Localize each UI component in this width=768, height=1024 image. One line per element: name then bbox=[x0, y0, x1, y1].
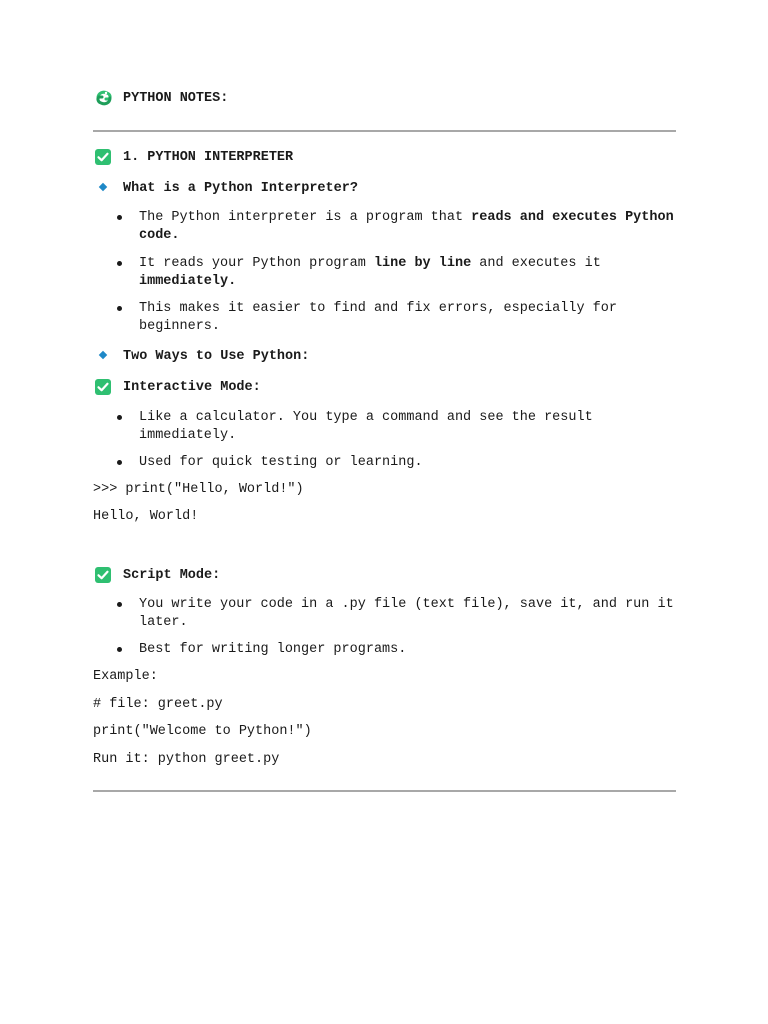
bullet-icon bbox=[117, 647, 122, 652]
bullet-icon bbox=[117, 602, 122, 607]
section-title: 1. PYTHON INTERPRETER bbox=[123, 150, 294, 165]
code-line: >>> print("Hello, World!") bbox=[93, 482, 304, 497]
code-line: print("Welcome to Python!") bbox=[93, 724, 312, 739]
list-item: Used for quick testing or learning. bbox=[139, 455, 423, 470]
list-item: You write your code in a .py file (text file), save it, and run it later. bbox=[139, 597, 674, 630]
bullet-icon bbox=[117, 415, 122, 420]
diamond-bullet-icon bbox=[99, 351, 107, 359]
bullet-icon bbox=[117, 460, 122, 465]
subheading-script: Script Mode: bbox=[123, 568, 221, 583]
diamond-bullet-icon bbox=[99, 183, 107, 191]
bullet-icon bbox=[117, 306, 122, 311]
subheading-interactive: Interactive Mode: bbox=[123, 380, 261, 395]
list-item: It reads your Python program line by line and executes it immediately. bbox=[139, 256, 601, 289]
snake-logo-icon bbox=[94, 88, 114, 108]
subheading-what: What is a Python Interpreter? bbox=[123, 181, 358, 196]
checkmark-icon bbox=[95, 567, 111, 583]
list-item: Like a calculator. You type a command and see the result immediately. bbox=[139, 410, 593, 443]
checkmark-icon bbox=[95, 149, 111, 165]
bullet-icon bbox=[117, 261, 122, 266]
example-label: Example: bbox=[93, 669, 158, 684]
code-output: Hello, World! bbox=[93, 509, 199, 524]
list-item: This makes it easier to find and fix errors, especially for beginners. bbox=[139, 301, 617, 334]
subheading-ways: Two Ways to Use Python: bbox=[123, 349, 310, 364]
page-title: PYTHON NOTES: bbox=[123, 91, 229, 106]
checkmark-icon bbox=[95, 379, 111, 395]
list-item: Best for writing longer programs. bbox=[139, 642, 407, 657]
run-instruction: Run it: python greet.py bbox=[93, 752, 280, 767]
code-comment: # file: greet.py bbox=[93, 697, 223, 712]
bottom-divider bbox=[93, 790, 676, 792]
bullet-icon bbox=[117, 215, 122, 220]
top-divider bbox=[93, 130, 676, 132]
list-item: The Python interpreter is a program that reads and executes Python code. bbox=[139, 210, 674, 243]
